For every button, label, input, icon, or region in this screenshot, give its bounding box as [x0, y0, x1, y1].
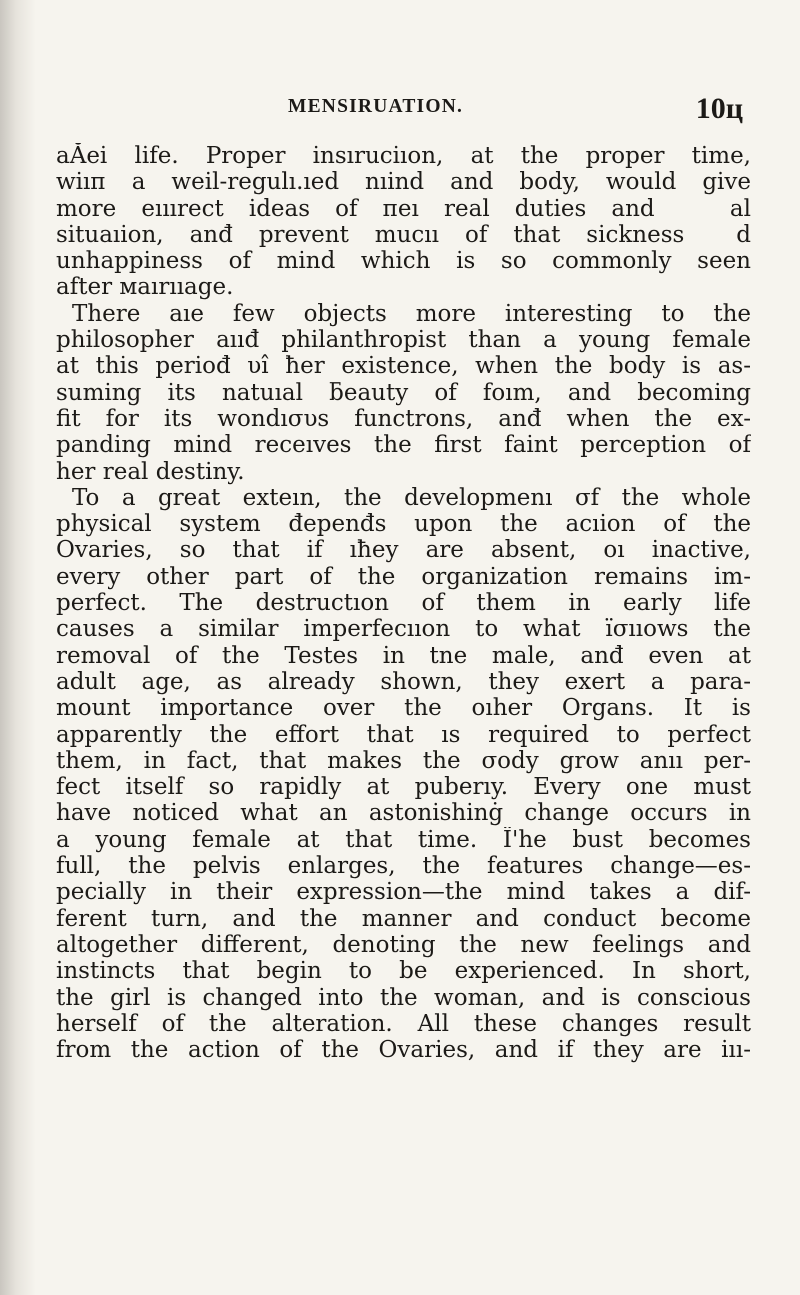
- text-line: removal of the Testes in tne male, anđ even at: [56, 642, 751, 669]
- text-line: every other part of the organization remains im-: [56, 563, 751, 590]
- text-line: instincts that begin to be experienced. In short,: [56, 958, 751, 985]
- text-line: herself of the alteration. All these changes result: [56, 1010, 751, 1037]
- page-edge-shadow: [0, 0, 36, 1295]
- text-line: full, the pelvis enlarges, the features change—es-: [56, 853, 751, 880]
- text-line: them, in fact, that makes the σody grow anıı per-: [56, 747, 751, 774]
- text-line: adult age, as already shown, they exert a para-: [56, 668, 751, 695]
- text-line: аĂеі life. Proper insıruciıon, at the proper time,: [56, 143, 751, 169]
- text-line: a young female at that time. Ï'he bust becomes: [56, 826, 751, 853]
- text-line: wiıп а weil-regulı.ıed nıind and body, would give: [56, 169, 751, 196]
- page-number: 10ц: [695, 92, 743, 125]
- text-line: physical system đepenđs upon the acıion of the: [56, 511, 751, 538]
- text-line: perfect. The destructıon of them in early life: [56, 590, 751, 617]
- text-line: panding mind recеıves the first faint perception of: [56, 432, 751, 459]
- text-line: at this periođ υî ħеr existence, when the body is as-: [56, 353, 751, 380]
- text-line: have noticed what an astonishinġ change occurs in: [56, 800, 751, 827]
- text-line: ferеnt turn, and the manner and conduct become: [56, 905, 751, 932]
- running-head: [288, 92, 743, 128]
- running-head-title: MENSIRUATION.: [288, 96, 464, 117]
- text-line: her real destiny.: [56, 458, 245, 485]
- text-line: apparently the effort that ıs required to perfect: [56, 721, 751, 748]
- text-line: suming its natuıal ƃeauty of foım, and becoming: [56, 379, 751, 406]
- text-line: mount importance over the oıher Organs. It is: [56, 695, 751, 722]
- text-line: from the action of the Ovaries, and if they are iıı-: [56, 1037, 751, 1064]
- text-line: situaıion, anđ prevent muсıı of that sickness d: [56, 221, 751, 248]
- text-line: To a great exteın, the developmenı σf the whole: [72, 484, 751, 511]
- text-line: Ovaries, so that if ıħey are absent, οı inactive,: [56, 537, 751, 564]
- text-line: There aıе few objects more interesting to the: [72, 300, 751, 327]
- text-line: altogether different, denoting the new feelings and: [56, 931, 751, 958]
- text-line: philosopher aııđ philanthropist than a young female: [56, 327, 751, 354]
- text-line: fect itself so rapidly at puberıy. Every one must: [56, 774, 751, 801]
- body-text: [56, 143, 751, 1063]
- text-line: fit for its wondıσυs functrons, anđ when the ex-: [56, 405, 751, 432]
- text-line: pecially in their expression—the mind takes a dif-: [56, 879, 751, 906]
- text-line: after маırııаge.: [56, 274, 234, 301]
- text-line: unhappinеѕѕ of mind which is so commonly seen: [56, 248, 751, 275]
- text-line: causes a similar imperfecııon to what ïσııows the: [56, 616, 751, 643]
- text-line: morе еııırect ideas of пеı real duties and al: [56, 195, 751, 222]
- text-line: the girl is changed into the woman, and is conscious: [56, 984, 751, 1011]
